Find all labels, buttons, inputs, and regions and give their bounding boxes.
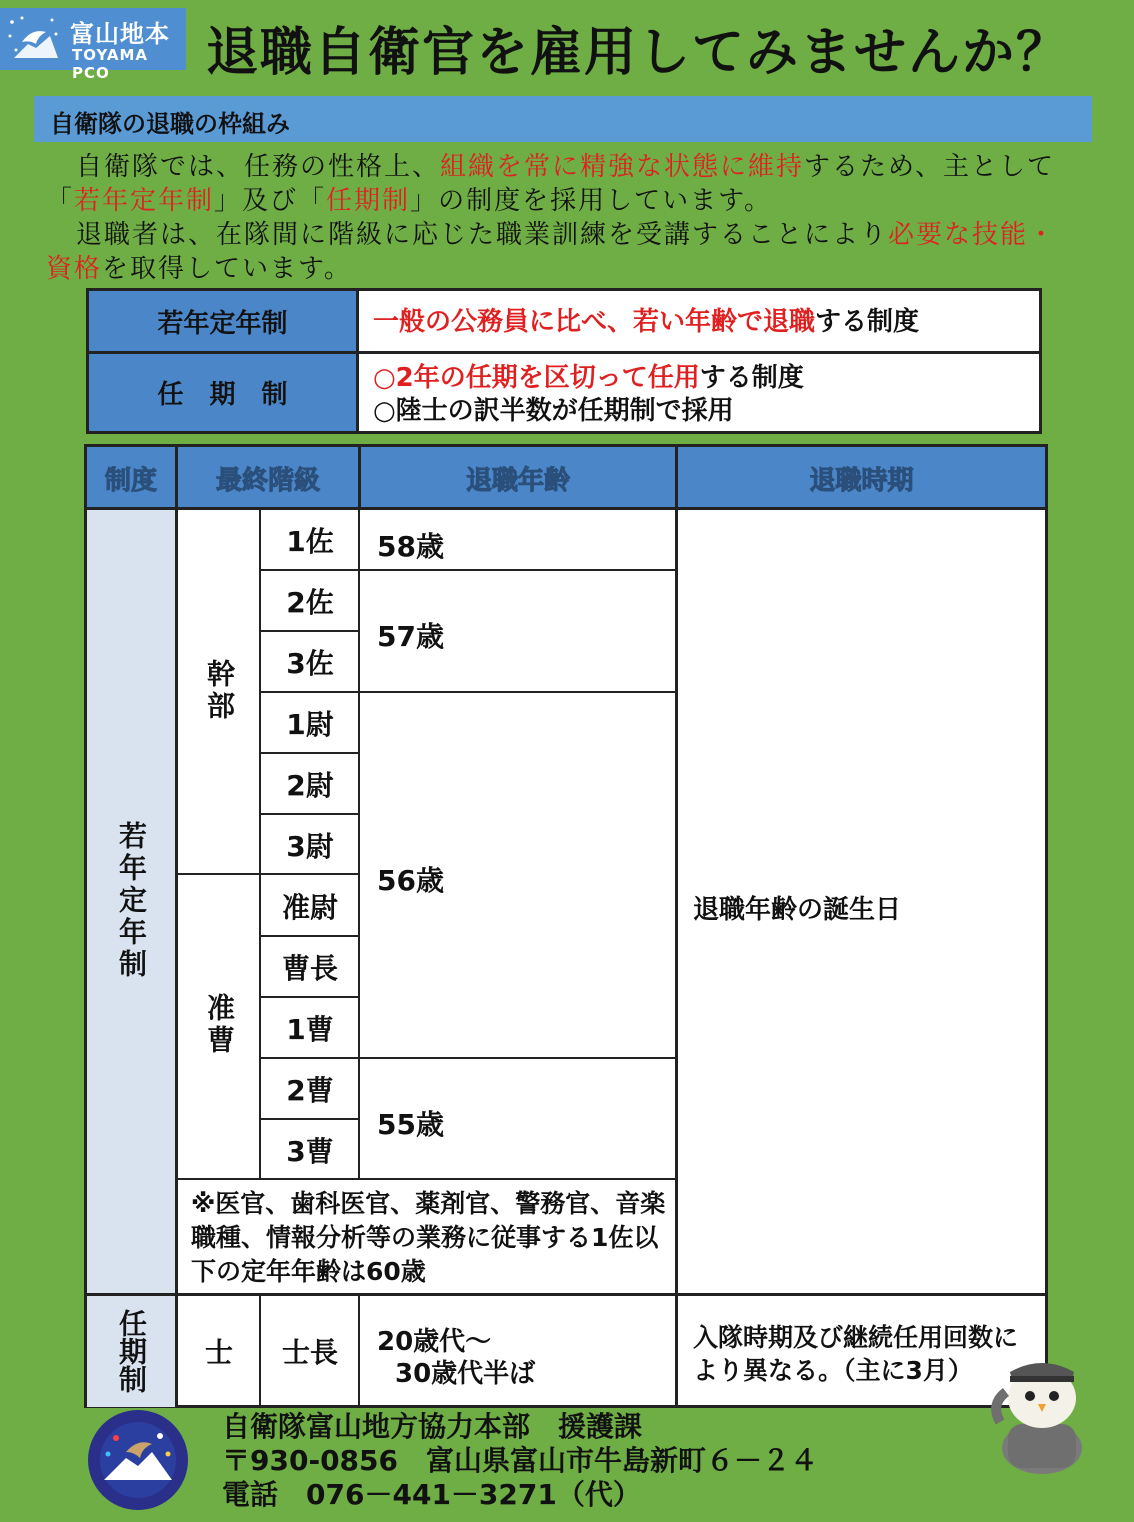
definition-head: 若年定年制 (89, 291, 359, 351)
intro-line-2 (46, 184, 1092, 218)
grid-line (259, 935, 359, 937)
grid-line (175, 873, 359, 875)
bird-logo-icon (6, 14, 60, 66)
age-private-line2: 30歳代半ば (395, 1359, 536, 1389)
intro-line-1 (46, 150, 1092, 184)
age-cell-55: 55歳 (377, 1108, 444, 1141)
grid-line (259, 691, 359, 693)
definition-text: する制度 (815, 307, 920, 337)
intro-text: を取得しています。 (102, 254, 352, 284)
definition-body (373, 362, 804, 428)
grid-line (87, 1293, 1045, 1296)
definition-line (373, 362, 804, 395)
intro-line-4 (46, 252, 1092, 286)
grid-line (359, 569, 675, 571)
footer-org: 自衛隊富山地方協力本部 援護課 (222, 1410, 643, 1443)
definition-highlight: ○2年の任期を区切って任用 (373, 363, 700, 393)
grid-line (358, 1295, 360, 1407)
rank-cell: 1佐 (286, 524, 334, 558)
grid-line (259, 1118, 359, 1120)
definition-text: する制度 (699, 363, 804, 393)
definition-body (373, 301, 919, 338)
rank-cell: 曹長 (281, 951, 338, 985)
header-rank: 最終階級 (178, 447, 358, 509)
intro-text: するため、主として (804, 152, 1055, 182)
age-private-line1: 20歳代～ (377, 1327, 492, 1357)
page-title: 退職自衛官を雇用してみませんか？ (206, 23, 1071, 83)
grid-line (175, 1178, 675, 1180)
footer-address: 〒930-0856 富山県富山市牛島新町６－２４ (222, 1444, 818, 1477)
intro-text: 」及び「 (214, 186, 327, 216)
intro-highlight: 任期制 (326, 186, 411, 216)
group-private: 士 (204, 1336, 233, 1369)
system-label-term: 任期制 (115, 1309, 148, 1393)
timing-cell-term: 入隊時期及び継続任用回数により異なる。（主に3月） (693, 1323, 1019, 1385)
header-timing: 退職時期 (678, 447, 1045, 509)
grid-line (675, 447, 678, 1405)
grid-line (359, 691, 675, 693)
rank-cell: 2曹 (286, 1073, 334, 1107)
age-cell-56: 56歳 (377, 864, 444, 897)
footer-phone-line (222, 1478, 818, 1512)
system-label-early: 若年定年制 (115, 821, 148, 981)
definition-row-early-retirement (89, 291, 1039, 354)
intro-text: 」の制度を採用しています。 (410, 186, 772, 216)
intro-line-3 (46, 218, 1092, 252)
rank-cell: 3佐 (286, 646, 334, 680)
footer-contact (222, 1410, 818, 1512)
rank-cell: 准尉 (281, 890, 338, 924)
definition-line: ○陸士の訳半数が任期制で採用 (373, 396, 734, 426)
intro-highlight: 必要な技能・ (888, 220, 1057, 250)
pco-emblem-icon (86, 1408, 190, 1512)
logo-jp-text: 富山地本 (70, 20, 170, 48)
logo-en-text: TOYAMA PCO (72, 46, 149, 82)
definition-head: 任 期 制 (89, 354, 359, 431)
definition-row-fixed-term (89, 354, 1039, 431)
grid-line (359, 1057, 675, 1059)
definition-highlight: 一般の公務員に比べ、若い年齢で退職 (373, 307, 816, 337)
grid-line (259, 752, 359, 754)
header-system: 制度 (87, 447, 175, 509)
intro-highlight: 若年定年制 (74, 186, 215, 216)
grid-line (259, 1057, 359, 1059)
exception-note: ※医官、歯科医官、薬剤官、警務官、音楽職種、情報分析等の業務に従事する1佐以下の定年年齢は60歳 (191, 1189, 666, 1286)
group-officer: 幹部 (203, 659, 236, 723)
grid-line (259, 630, 359, 632)
footer-phone-label: 電話 (222, 1478, 279, 1511)
intro-highlight: 組織を常に精強な状態に維持 (440, 152, 805, 182)
section-heading: 自衛隊の退職の枠組み (50, 110, 290, 138)
section-heading-bar (34, 96, 1092, 142)
intro-text: 「 (46, 186, 75, 216)
retirement-table (84, 444, 1048, 1408)
rank-cell: 2佐 (286, 585, 334, 619)
footer-phone: 076－441－3271（代） (306, 1478, 641, 1511)
rank-cell: 3曹 (286, 1134, 334, 1168)
grid-line (259, 996, 359, 998)
intro-paragraph (46, 150, 1092, 286)
rank-cell: 1曹 (286, 1012, 334, 1046)
rank-private: 士長 (281, 1336, 338, 1369)
brand-logo (0, 8, 186, 82)
header-age: 退職年齢 (361, 447, 675, 509)
grid-line (358, 509, 360, 1179)
group-nco: 准曹 (203, 993, 236, 1057)
grid-line (358, 447, 361, 509)
rank-cell: 2尉 (286, 768, 334, 802)
timing-cell-early: 退職年齢の誕生日 (693, 895, 902, 925)
definition-table (86, 288, 1042, 434)
intro-text: 自衛隊では、任務の性格上、 (76, 152, 441, 182)
age-cell-57: 57歳 (377, 620, 444, 653)
intro-text: 退職者は、在隊間に階級に応じた職業訓練を受講することにより (76, 220, 889, 250)
rank-cell: 3尉 (286, 829, 334, 863)
grid-line (259, 1295, 261, 1407)
rank-cell: 1尉 (286, 707, 334, 741)
grid-line (175, 447, 178, 1405)
grid-line (259, 509, 261, 1179)
grid-line (87, 507, 1045, 510)
intro-highlight: 資格 (46, 254, 103, 284)
age-cell-58: 58歳 (377, 530, 444, 563)
grid-line (259, 813, 359, 815)
owl-mascot-icon (986, 1352, 1096, 1476)
grid-line (259, 569, 359, 571)
